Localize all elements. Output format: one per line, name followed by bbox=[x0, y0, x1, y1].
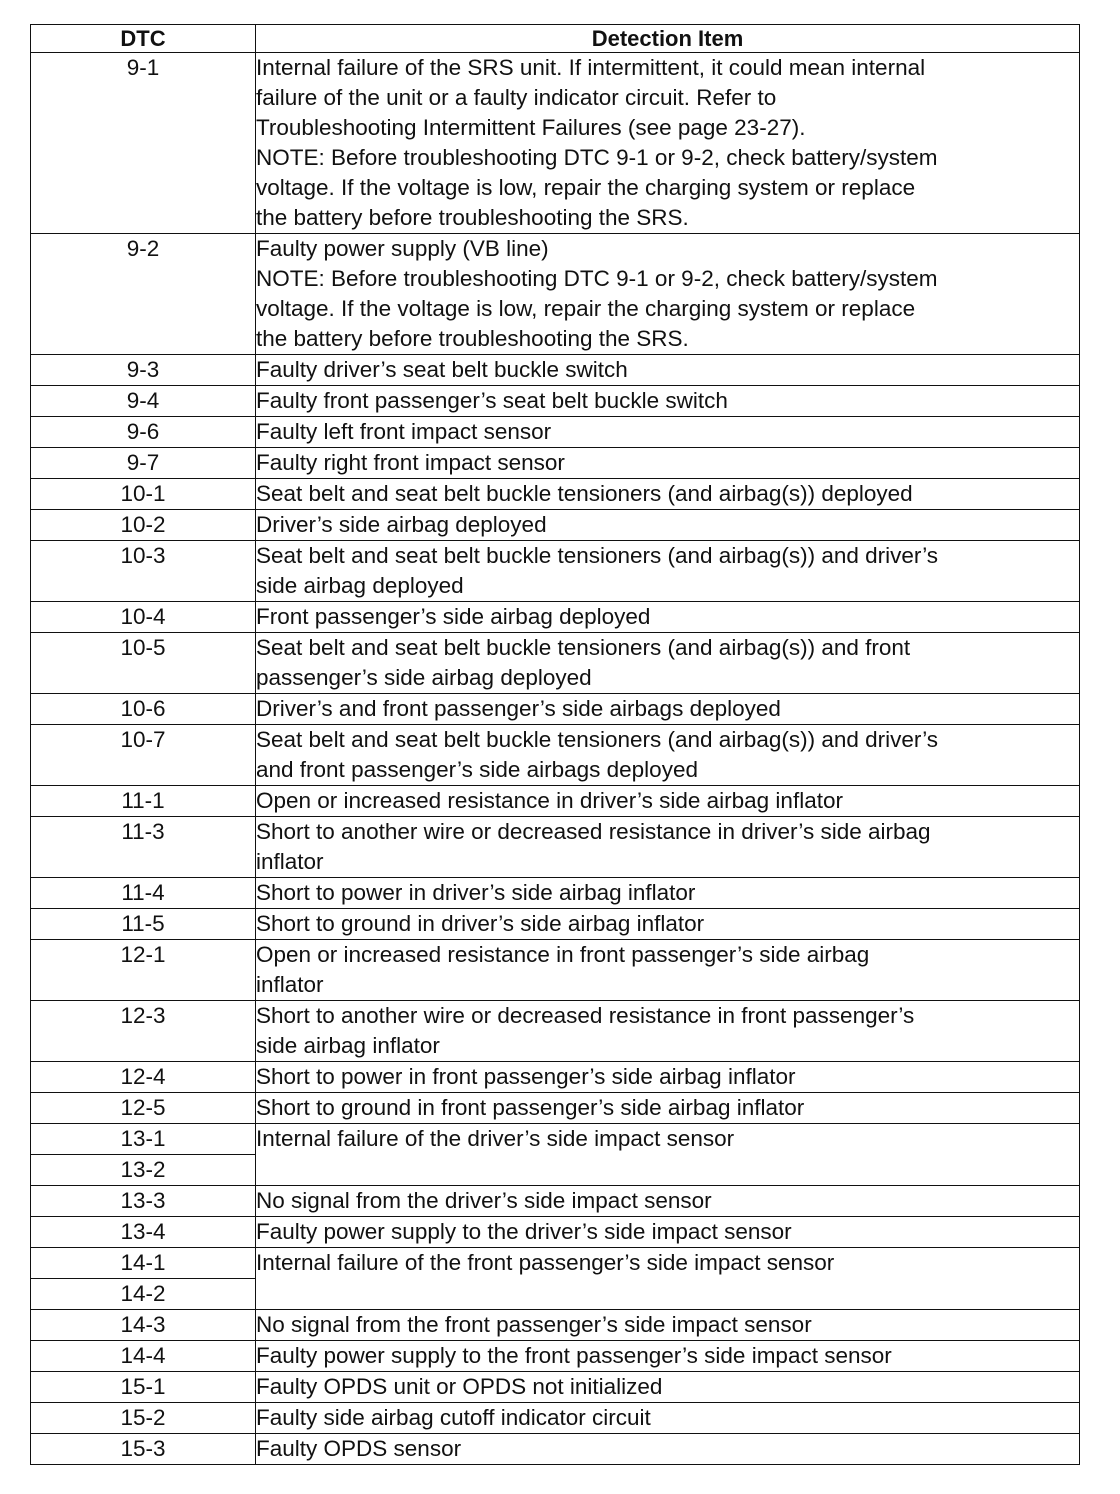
detection-item-line: Internal failure of the SRS unit. If intermittent, it could mean internal bbox=[256, 55, 926, 80]
detection-item-line: Short to another wire or decreased resistance in front passenger’s bbox=[256, 1003, 915, 1028]
detection-item-line: Faulty power supply to the driver’s side impact sensor bbox=[256, 1219, 792, 1244]
dtc-code: 11-3 bbox=[31, 817, 256, 878]
table-row bbox=[31, 878, 1080, 909]
detection-item-line: and front passenger’s side airbags deployed bbox=[256, 757, 698, 782]
detection-item bbox=[256, 725, 1080, 786]
table-row bbox=[31, 510, 1080, 541]
dtc-code: 15-2 bbox=[31, 1403, 256, 1434]
detection-item bbox=[256, 355, 1080, 386]
detection-item bbox=[256, 1062, 1080, 1093]
table-row bbox=[31, 909, 1080, 940]
detection-item bbox=[256, 1403, 1080, 1434]
dtc-code: 11-5 bbox=[31, 909, 256, 940]
detection-item bbox=[256, 479, 1080, 510]
detection-item bbox=[256, 1186, 1080, 1217]
dtc-code: 13-3 bbox=[31, 1186, 256, 1217]
table-row bbox=[31, 1062, 1080, 1093]
dtc-code: 10-1 bbox=[31, 479, 256, 510]
detection-item-line: Faulty power supply to the front passenger’s side impact sensor bbox=[256, 1343, 892, 1368]
table-body bbox=[31, 53, 1080, 1465]
table-row bbox=[31, 1093, 1080, 1124]
dtc-code: 9-1 bbox=[31, 53, 256, 234]
detection-item-line: NOTE: Before troubleshooting DTC 9-1 or 9-2, check battery/system bbox=[256, 145, 938, 170]
dtc-code: 13-4 bbox=[31, 1217, 256, 1248]
table-row bbox=[31, 1248, 1080, 1279]
detection-item bbox=[256, 417, 1080, 448]
table-row bbox=[31, 1001, 1080, 1062]
detection-item-line: Faulty side airbag cutoff indicator circuit bbox=[256, 1405, 651, 1430]
detection-item bbox=[256, 1434, 1080, 1465]
dtc-code: 9-7 bbox=[31, 448, 256, 479]
detection-item-line: No signal from the driver’s side impact sensor bbox=[256, 1188, 712, 1213]
detection-item bbox=[256, 234, 1080, 355]
detection-item-line: Faulty right front impact sensor bbox=[256, 450, 565, 475]
detection-item bbox=[256, 694, 1080, 725]
detection-item bbox=[256, 1217, 1080, 1248]
detection-item bbox=[256, 1093, 1080, 1124]
dtc-code: 13-2 bbox=[31, 1155, 256, 1186]
table-row bbox=[31, 355, 1080, 386]
detection-item bbox=[256, 817, 1080, 878]
detection-item-line: Open or increased resistance in driver’s side airbag inflator bbox=[256, 788, 843, 813]
detection-item-line: Short to power in front passenger’s side airbag inflator bbox=[256, 1064, 796, 1089]
detection-item-line: failure of the unit or a faulty indicator circuit. Refer to bbox=[256, 85, 777, 110]
detection-item bbox=[256, 1310, 1080, 1341]
detection-item-line: voltage. If the voltage is low, repair the charging system or replace bbox=[256, 296, 916, 321]
detection-item-line: Faulty driver’s seat belt buckle switch bbox=[256, 357, 628, 382]
dtc-code: 12-3 bbox=[31, 1001, 256, 1062]
detection-item bbox=[256, 1248, 1080, 1310]
dtc-code: 9-3 bbox=[31, 355, 256, 386]
dtc-code: 10-2 bbox=[31, 510, 256, 541]
table-row bbox=[31, 940, 1080, 1001]
table-row bbox=[31, 1186, 1080, 1217]
detection-item bbox=[256, 786, 1080, 817]
detection-item-line: Seat belt and seat belt buckle tensioners (and airbag(s)) and front bbox=[256, 635, 911, 660]
table-row bbox=[31, 1217, 1080, 1248]
table-row bbox=[31, 1310, 1080, 1341]
dtc-code: 12-1 bbox=[31, 940, 256, 1001]
detection-item-line: Faulty OPDS sensor bbox=[256, 1436, 462, 1461]
detection-item-line: Driver’s and front passenger’s side airbags deployed bbox=[256, 696, 781, 721]
dtc-code: 9-2 bbox=[31, 234, 256, 355]
detection-item bbox=[256, 53, 1080, 234]
table-row bbox=[31, 1341, 1080, 1372]
table-row bbox=[31, 386, 1080, 417]
column-header-dtc: DTC bbox=[31, 25, 256, 53]
detection-item-line: Short to ground in driver’s side airbag inflator bbox=[256, 911, 705, 936]
table-row bbox=[31, 417, 1080, 448]
detection-item-line: NOTE: Before troubleshooting DTC 9-1 or 9-2, check battery/system bbox=[256, 266, 938, 291]
table-row bbox=[31, 1434, 1080, 1465]
detection-item bbox=[256, 909, 1080, 940]
dtc-code: 10-6 bbox=[31, 694, 256, 725]
detection-item-line: Internal failure of the driver’s side impact sensor bbox=[256, 1126, 735, 1151]
detection-item bbox=[256, 1372, 1080, 1403]
detection-item-line: No signal from the front passenger’s side impact sensor bbox=[256, 1312, 812, 1337]
detection-item bbox=[256, 878, 1080, 909]
table-row bbox=[31, 817, 1080, 878]
table-row bbox=[31, 633, 1080, 694]
detection-item-line: passenger’s side airbag deployed bbox=[256, 665, 592, 690]
dtc-code: 11-4 bbox=[31, 878, 256, 909]
detection-item-line: Short to another wire or decreased resistance in driver’s side airbag bbox=[256, 819, 931, 844]
table-header-row bbox=[31, 25, 1080, 53]
dtc-code: 9-4 bbox=[31, 386, 256, 417]
dtc-code: 10-5 bbox=[31, 633, 256, 694]
dtc-code: 12-5 bbox=[31, 1093, 256, 1124]
detection-item-line: side airbag deployed bbox=[256, 573, 464, 598]
dtc-code: 15-3 bbox=[31, 1434, 256, 1465]
detection-item bbox=[256, 448, 1080, 479]
detection-item-line: Seat belt and seat belt buckle tensioners (and airbag(s)) and driver’s bbox=[256, 727, 939, 752]
detection-item-line: Faulty OPDS unit or OPDS not initialized bbox=[256, 1374, 663, 1399]
dtc-code: 9-6 bbox=[31, 417, 256, 448]
detection-item-line: Short to power in driver’s side airbag inflator bbox=[256, 880, 696, 905]
detection-item-line: Faulty power supply (VB line) bbox=[256, 236, 549, 261]
column-header-detection-item: Detection Item bbox=[256, 25, 1080, 53]
detection-item-line: Faulty left front impact sensor bbox=[256, 419, 552, 444]
dtc-code: 14-3 bbox=[31, 1310, 256, 1341]
dtc-code: 15-1 bbox=[31, 1372, 256, 1403]
detection-item bbox=[256, 1124, 1080, 1186]
dtc-code: 10-4 bbox=[31, 602, 256, 633]
table-row bbox=[31, 234, 1080, 355]
detection-item-line: side airbag inflator bbox=[256, 1033, 440, 1058]
detection-item bbox=[256, 633, 1080, 694]
table-row bbox=[31, 694, 1080, 725]
detection-item bbox=[256, 386, 1080, 417]
table-row bbox=[31, 786, 1080, 817]
detection-item-line: Open or increased resistance in front passenger’s side airbag bbox=[256, 942, 870, 967]
detection-item-line: Faulty front passenger’s seat belt buckle switch bbox=[256, 388, 728, 413]
detection-item-line: Short to ground in front passenger’s side airbag inflator bbox=[256, 1095, 805, 1120]
table-row bbox=[31, 602, 1080, 633]
detection-item bbox=[256, 1001, 1080, 1062]
dtc-table bbox=[30, 24, 1080, 1465]
detection-item-line: the battery before troubleshooting the SRS. bbox=[256, 205, 689, 230]
detection-item bbox=[256, 940, 1080, 1001]
detection-item-line: Driver’s side airbag deployed bbox=[256, 512, 547, 537]
detection-item bbox=[256, 1341, 1080, 1372]
dtc-code: 10-7 bbox=[31, 725, 256, 786]
detection-item-line: inflator bbox=[256, 849, 324, 874]
dtc-code: 12-4 bbox=[31, 1062, 256, 1093]
dtc-code: 13-1 bbox=[31, 1124, 256, 1155]
dtc-code: 14-2 bbox=[31, 1279, 256, 1310]
detection-item-line: voltage. If the voltage is low, repair the charging system or replace bbox=[256, 175, 916, 200]
detection-item bbox=[256, 541, 1080, 602]
dtc-code: 10-3 bbox=[31, 541, 256, 602]
detection-item-line: Troubleshooting Intermittent Failures (see page 23-27). bbox=[256, 115, 806, 140]
table-row bbox=[31, 725, 1080, 786]
detection-item-line: Front passenger’s side airbag deployed bbox=[256, 604, 651, 629]
dtc-code: 14-1 bbox=[31, 1248, 256, 1279]
dtc-code: 14-4 bbox=[31, 1341, 256, 1372]
table-row bbox=[31, 479, 1080, 510]
detection-item bbox=[256, 510, 1080, 541]
detection-item-line: inflator bbox=[256, 972, 324, 997]
table-row bbox=[31, 53, 1080, 234]
detection-item-line: Seat belt and seat belt buckle tensioners (and airbag(s)) and driver’s bbox=[256, 543, 939, 568]
table-row bbox=[31, 1372, 1080, 1403]
detection-item-line: Seat belt and seat belt buckle tensioners (and airbag(s)) deployed bbox=[256, 481, 913, 506]
dtc-code: 11-1 bbox=[31, 786, 256, 817]
detection-item-line: the battery before troubleshooting the SRS. bbox=[256, 326, 689, 351]
detection-item-line: Internal failure of the front passenger’s side impact sensor bbox=[256, 1250, 835, 1275]
table-row bbox=[31, 541, 1080, 602]
table-row bbox=[31, 448, 1080, 479]
table-row bbox=[31, 1403, 1080, 1434]
detection-item bbox=[256, 602, 1080, 633]
table-row bbox=[31, 1124, 1080, 1155]
